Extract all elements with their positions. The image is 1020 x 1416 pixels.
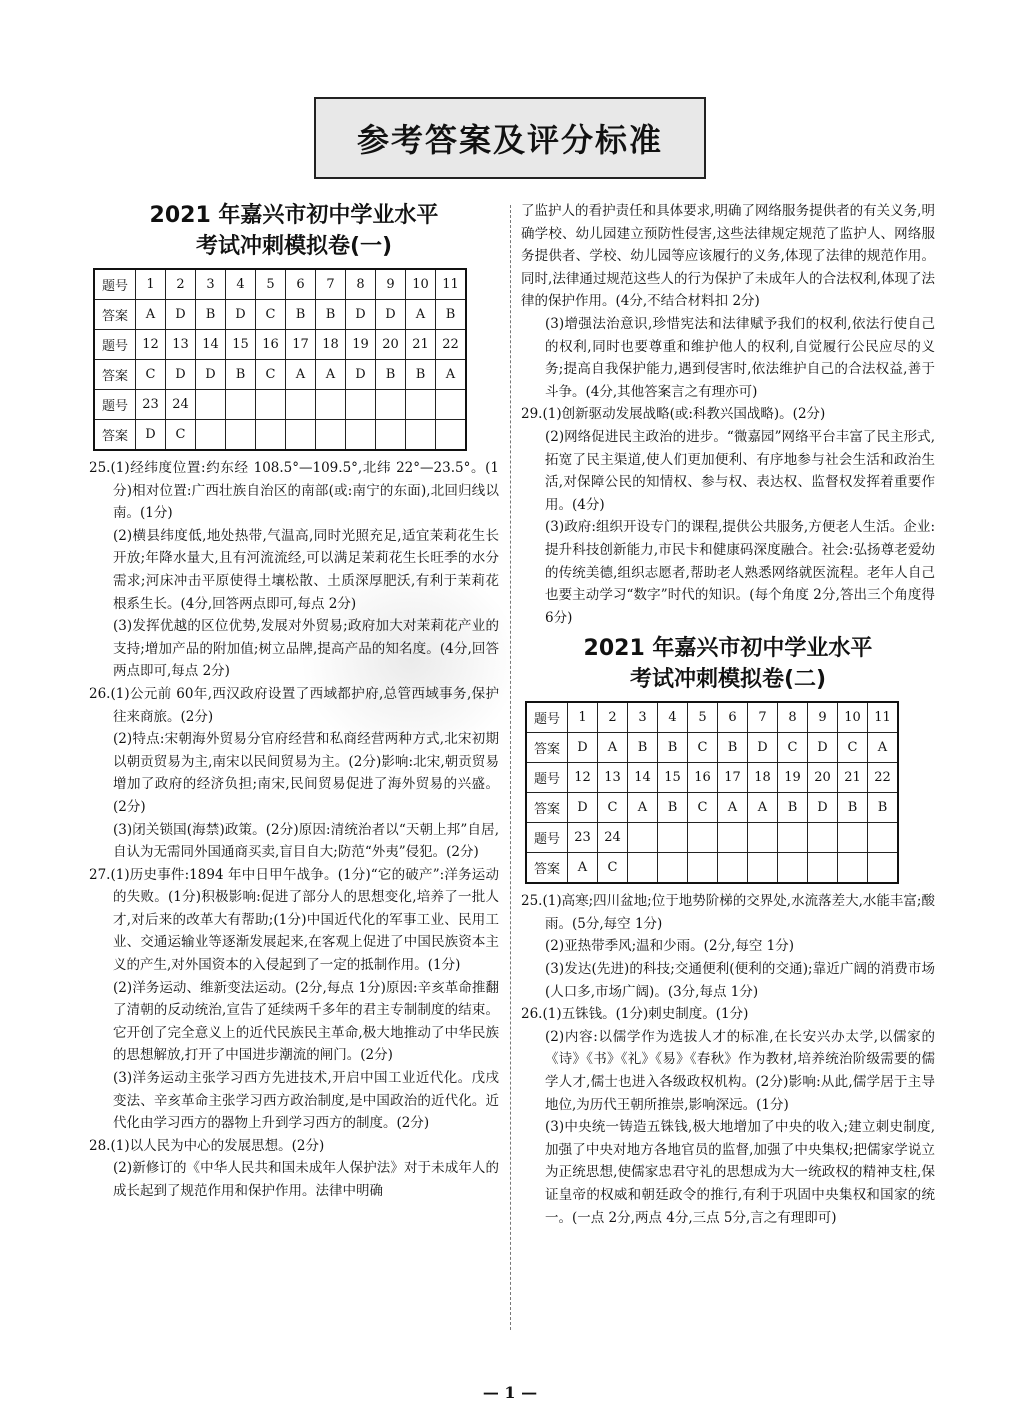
exam2-table-cell: A (568, 853, 598, 884)
exam2-table-cell (778, 853, 808, 884)
exam2-table-cell (718, 853, 748, 884)
exam2-table-cell: 9 (808, 702, 838, 733)
exam1-table-cell: 12 (136, 330, 166, 360)
exam1-table-cell (436, 390, 467, 420)
exam2-table-cell: 24 (598, 823, 628, 853)
exam2-table-cell: B (658, 793, 688, 823)
exam2-table-cell: 23 (568, 823, 598, 853)
exam2-table-row-label: 答案 (526, 733, 568, 763)
exam2-table-cell: C (688, 733, 718, 763)
exam2-table-cell: A (748, 793, 778, 823)
exam2-table-row (526, 793, 898, 823)
exam2-table-cell (838, 823, 868, 853)
exam1-answer-paragraph: 28.(1)以人民为中心的发展思想。(2分) (89, 1137, 325, 1154)
exam1-table-cell: 15 (226, 330, 256, 360)
exam1-table-row (94, 360, 466, 390)
exam2-table-row (526, 702, 898, 733)
exam2-answer-paragraph: 26.(1)五铢钱。(1分)刺史制度。(1分) (521, 1006, 749, 1023)
exam1-table-cell (196, 390, 226, 420)
exam1-table-cell: 8 (346, 269, 376, 300)
exam1-table-cell: 23 (136, 390, 166, 420)
exam1-table-cell: 21 (406, 330, 436, 360)
exam2-table-cell: C (598, 853, 628, 884)
exam2-table-cell: B (718, 733, 748, 763)
exam1-table-cell (436, 420, 467, 451)
exam2-table-row-label: 题号 (526, 823, 568, 853)
exam1-table-cell: D (346, 300, 376, 330)
exam2-table-cell: D (568, 793, 598, 823)
exam2-table-row-label: 答案 (526, 853, 568, 884)
exam2-table-cell: B (658, 733, 688, 763)
exam1-table-cell: 13 (166, 330, 196, 360)
exam2-table-cell: B (778, 793, 808, 823)
exam1-answer-paragraph: (3)闭关锁国(海禁)政策。(2分)原因:清统治者以“天朝上邦”自居,自认为无需同外国通商买卖,盲目自大;防范“外夷”侵犯。(2分) (113, 821, 499, 861)
exam1-title-line2: 考试冲刺模拟卷(一) (195, 234, 393, 259)
exam2-table-cell: D (808, 793, 838, 823)
exam1-answer-paragraph: (2)新修订的《中华人民共和国未成年人保护法》对于未成年人的成长起到了规范作用和保护作用。法律中明确 (113, 1160, 499, 1199)
exam1-table-cell: 14 (196, 330, 226, 360)
exam1-table-cell: 1 (136, 269, 166, 300)
page-title-box (314, 97, 706, 179)
exam1-table-cell: 19 (346, 330, 376, 360)
exam2-table-cell (748, 823, 778, 853)
exam1-answer-paragraph: (3)政府:组织开设专门的课程,提供公共服务,方便老人生活。企业:提升科技创新能力,市民卡和健康码深度融合。社会:弘扬尊老爱幼的传统美德,组织志愿者,帮助老人熟悉网络就医流程。老年人自己也要主动学习“数字”时代的知识。(每个角度 2分,答出三个角度得 6分) (545, 519, 935, 626)
exam1-title-line1: 2021 年嘉兴市初中学业水平 (149, 203, 439, 228)
page-number: — 1 — (482, 1383, 538, 1402)
exam2-answer-paragraph: (3)中央统一铸造五铢钱,极大地增加了中央的收入;建立刺史制度,加强了中央对地方各地官员的监督,加强了中央集权;把儒家学说立为正统思想,使儒家忠君守礼的思想成为大一统政权的精神支柱,保证皇帝的权威和朝廷政令的推行,有利于巩固中央集权和国家的统一。(一点 2分,两点 4分,三点 5分,言之有理即可) (545, 1119, 935, 1226)
exam1-table-cell: D (226, 300, 256, 330)
exam1-table-cell: C (256, 300, 286, 330)
exam2-table-cell: 13 (598, 763, 628, 793)
exam2-table-cell (718, 823, 748, 853)
exam2-table-cell: 5 (688, 702, 718, 733)
exam1-table-row (94, 330, 466, 360)
exam2-title-line1: 2021 年嘉兴市初中学业水平 (583, 636, 873, 662)
exam1-table-cell (376, 390, 406, 420)
column-divider (510, 205, 511, 1330)
exam2-table-cell: C (598, 793, 628, 823)
exam1-table-cell: B (316, 300, 346, 330)
exam1-table-cell (316, 420, 346, 451)
exam1-table-cell: 17 (286, 330, 316, 360)
exam1-table-cell (376, 420, 406, 451)
exam2-table-cell (658, 823, 688, 853)
exam1-answer-paragraph: (3)洋务运动主张学习西方先进技术,开启中国工业近代化。戊戌变法、辛亥革命主张学习西方政治制度,是中国政治的近代化。近代化由学习西方的器物上升到学习西方的制度。(2分) (113, 1070, 499, 1132)
exam1-answer-paragraph: 25.(1)经纬度位置:约东经 108.5°—109.5°,北纬 22°—23.5°。(1分)相对位置:广西壮族自治区的南部(或:南宁的东面),北回归线以南。(1分) (89, 460, 499, 522)
exam1-table-row-label: 题号 (94, 330, 136, 360)
exam1-answer-paragraph: 26.(1)公元前 60年,西汉政府设置了西域都护府,总管西域事务,保护往来商旅。(2分) (89, 685, 499, 725)
exam2-table-cell: 14 (628, 763, 658, 793)
exam2-table-cell: 1 (568, 702, 598, 733)
exam1-answer-paragraph: 27.(1)历史事件:1894 年中日甲午战争。(1分)“它的破产”:洋务运动的失败。(1分)积极影响:促进了部分人的思想变化,培养了一批人才,对后来的改革大有帮助;(1分)中国近代化的军事工业、民用工业、交通运输业等逐渐发展起来,在客观上促进了中国民族资本主义的产生,对外国资本的入侵起到了一定的抵制作用。(1分) (89, 866, 499, 974)
exam2-answer-paragraph: 25.(1)高寒;四川盆地;位于地势阶梯的交界处,水流落差大,水能丰富;酸雨。(5分,每空 1分) (521, 893, 935, 932)
exam2-table-cell: B (838, 793, 868, 823)
exam1-table-row (94, 390, 466, 420)
exam1-table-row-label: 答案 (94, 300, 136, 330)
exam2-table-cell (628, 853, 658, 884)
exam1-table-cell: D (166, 300, 196, 330)
exam1-table-row-label: 答案 (94, 420, 136, 451)
exam2-table-cell: C (688, 793, 718, 823)
exam2-table-cell: B (868, 793, 899, 823)
exam2-table-cell: 11 (868, 702, 899, 733)
exam2-table-cell: 8 (778, 702, 808, 733)
exam2-table-cell (748, 853, 778, 884)
exam2-table-row (526, 763, 898, 793)
exam2-table-row (526, 823, 898, 853)
exam2-table-cell (868, 853, 899, 884)
exam1-table-cell: 5 (256, 269, 286, 300)
exam1-table-cell: B (226, 360, 256, 390)
exam2-table-cell: 18 (748, 763, 778, 793)
exam2-table-cell: A (868, 733, 899, 763)
exam2-table-cell: 17 (718, 763, 748, 793)
exam1-answers-continued (521, 200, 935, 629)
exam2-table-cell (628, 823, 658, 853)
right-column (521, 200, 935, 1229)
exam1-answer-table (93, 268, 467, 451)
exam2-table-row-label: 题号 (526, 763, 568, 793)
exam2-title-line2: 考试冲刺模拟卷(二) (629, 667, 827, 693)
exam2-table-cell: 7 (748, 702, 778, 733)
exam2-table-cell: 3 (628, 702, 658, 733)
exam2-table-cell: 20 (808, 763, 838, 793)
exam1-table-row (94, 269, 466, 300)
exam1-table-cell (256, 390, 286, 420)
exam1-table-cell: A (436, 360, 467, 390)
exam1-table-cell: C (166, 420, 196, 451)
exam2-table-cell: B (628, 733, 658, 763)
exam2-table-cell: 2 (598, 702, 628, 733)
exam1-answer-paragraph: (2)横县纬度低,地处热带,气温高,同时光照充足,适宜茉莉花生长开放;年降水量大,且有河流流经,可以满足茉莉花生长旺季的水分需求;河床冲击平原使得土壤松散、土质深厚肥沃,有利于茉莉花根系生长。(4分,回答两点即可,每点 2分) (113, 527, 499, 612)
exam2-answer-paragraph: (2)内容:以儒学作为选拔人才的标准,在长安兴办太学,以儒家的《诗》《书》《礼》《易》《春秋》作为教材,培养统治阶级需要的儒学人才,儒士也进入各级政权机构。(2分)影响:从此,儒学居于主导地位,为历代王朝所推崇,影响深远。(1分) (545, 1028, 935, 1113)
exam2-table-cell: D (568, 733, 598, 763)
exam1-table-cell: 16 (256, 330, 286, 360)
exam1-answer-paragraph: 了监护人的看护责任和具体要求,明确了网络服务提供者的有关义务,明确学校、幼儿园建立预防性侵害,这些法律规定规范了监护人、网络服务提供者、学校、幼儿园等应该履行的义务,体现了法律的规范作用。同时,法律通过规范这些人的行为保护了未成年人的合法权利,体现了法律的保护作用。(4分,不结合材料扣 2分) (521, 203, 935, 310)
exam2-answer-table (525, 701, 899, 884)
exam1-table-cell (346, 420, 376, 451)
exam2-table-cell: C (838, 733, 868, 763)
exam1-table-cell: 22 (436, 330, 467, 360)
exam1-answer-paragraph: (2)洋务运动、维新变法运动。(2分,每点 1分)原因:辛亥革命推翻了清朝的反动统治,宣告了延续两千多年的君主专制制度的结束。它开创了完全意义上的近代民族民主革命,极大地推动了中华民族的思想解放,打开了中国进步潮流的闸门。(2分) (113, 979, 499, 1064)
exam2-table-row (526, 853, 898, 884)
exam1-table-cell: B (406, 360, 436, 390)
exam2-table-cell: 19 (778, 763, 808, 793)
exam2-answer-paragraph: (2)亚热带季风;温和少雨。(2分,每空 1分) (545, 938, 794, 955)
exam1-table-cell: 18 (316, 330, 346, 360)
exam2-table-cell (808, 853, 838, 884)
exam1-table-cell: 7 (316, 269, 346, 300)
exam1-table-cell: D (346, 360, 376, 390)
exam1-table-cell: B (436, 300, 467, 330)
exam1-table-cell (256, 420, 286, 451)
exam1-table-cell (226, 390, 256, 420)
exam1-table-row-label: 题号 (94, 269, 136, 300)
exam1-table-row (94, 300, 466, 330)
exam2-table-cell: 22 (868, 763, 899, 793)
exam1-table-cell: C (136, 360, 166, 390)
exam2-table-cell: 21 (838, 763, 868, 793)
exam1-table-cell: A (286, 360, 316, 390)
exam1-table-cell: B (196, 300, 226, 330)
exam2-table-row-label: 答案 (526, 793, 568, 823)
exam1-table-cell: A (136, 300, 166, 330)
exam1-table-cell: D (166, 360, 196, 390)
exam1-table-cell: A (406, 300, 436, 330)
exam1-table-cell (346, 390, 376, 420)
exam1-answer-paragraph: (2)特点:宋朝海外贸易分官府经营和私商经营两种方式,北宋初期以朝贡贸易为主,南宋以民间贸易为主。(2分)影响:北宋,朝贡贸易增加了政府的经济负担;南宋,民间贸易促进了海外贸易的兴盛。(2分) (113, 731, 499, 815)
exam2-table-cell: D (748, 733, 778, 763)
exam2-answers (521, 890, 935, 1229)
exam2-table-cell (778, 823, 808, 853)
exam2-table-row (526, 733, 898, 763)
exam1-table-cell: D (196, 360, 226, 390)
exam1-table-cell (286, 420, 316, 451)
exam2-table-cell: A (718, 793, 748, 823)
exam2-table-cell: 16 (688, 763, 718, 793)
exam2-answer-paragraph: (3)发达(先进)的科技;交通便利(便利的交通);靠近广阔的消费市场(人口多,市场广阔)。(3分,每点 1分) (545, 961, 935, 1000)
exam1-table-cell: C (256, 360, 286, 390)
page-title: 参考答案及评分标准 (356, 121, 663, 159)
exam2-table-cell: C (778, 733, 808, 763)
exam2-table-cell: 4 (658, 702, 688, 733)
exam1-title (89, 200, 499, 262)
exam1-table-cell: B (286, 300, 316, 330)
exam2-table-cell: A (598, 733, 628, 763)
exam1-answer-paragraph: 29.(1)创新驱动发展战略(或:科教兴国战略)。(2分) (521, 406, 826, 423)
exam2-table-cell (838, 853, 868, 884)
exam2-table-row-label: 题号 (526, 702, 568, 733)
left-column (89, 200, 499, 1203)
exam1-table-cell (226, 420, 256, 451)
exam2-table-cell (688, 853, 718, 884)
exam2-table-cell (658, 853, 688, 884)
exam1-table-cell (286, 390, 316, 420)
exam1-answer-paragraph: (3)增强法治意识,珍惜宪法和法律赋予我们的权利,依法行使自己的权利,同时也要尊重和维护他人的权利,自觉履行公民应尽的义务;提高自我保护能力,遇到侵害时,依法维护自己的合法权益,善于斗争。(4分,其他答案言之有理亦可) (545, 315, 935, 400)
exam1-answer-paragraph: (3)发挥优越的区位优势,发展对外贸易;政府加大对茉莉花产业的支持;增加产品的附加值;树立品牌,提高产品的知名度。(4分,回答两点即可,每点 2分) (113, 618, 499, 680)
exam1-table-cell (406, 390, 436, 420)
exam2-title (521, 633, 935, 695)
exam1-table-cell: 10 (406, 269, 436, 300)
exam1-table-cell: D (376, 300, 406, 330)
exam1-answer-paragraph: (2)网络促进民主政治的进步。“微嘉园”网络平台丰富了民主形式,拓宽了民主渠道,使人们更加便利、有序地参与社会生活和政治生活,对保障公民的知情权、参与权、表达权、监督权发挥着重要作用。(4分) (545, 428, 935, 513)
exam2-table-cell (688, 823, 718, 853)
exam1-table-cell: 6 (286, 269, 316, 300)
exam1-table-cell: 24 (166, 390, 196, 420)
exam1-table-cell (196, 420, 226, 451)
exam1-table-row (94, 420, 466, 451)
exam2-table-cell: D (808, 733, 838, 763)
exam1-table-cell: 4 (226, 269, 256, 300)
exam1-table-cell: D (136, 420, 166, 451)
exam2-table-cell: 12 (568, 763, 598, 793)
exam2-table-cell: 10 (838, 702, 868, 733)
exam1-table-cell: 11 (436, 269, 467, 300)
exam1-table-row-label: 题号 (94, 390, 136, 420)
exam1-table-cell: 3 (196, 269, 226, 300)
exam1-answers (89, 457, 499, 1203)
exam1-table-cell: 9 (376, 269, 406, 300)
exam1-table-cell: 2 (166, 269, 196, 300)
exam1-table-row-label: 答案 (94, 360, 136, 390)
exam1-table-cell (406, 420, 436, 451)
exam2-table-cell: 15 (658, 763, 688, 793)
exam1-table-cell: 20 (376, 330, 406, 360)
exam2-table-cell (808, 823, 838, 853)
exam1-table-cell: A (316, 360, 346, 390)
exam1-table-cell: B (376, 360, 406, 390)
exam1-table-cell (316, 390, 346, 420)
exam2-table-cell (868, 823, 899, 853)
exam2-table-cell: A (628, 793, 658, 823)
exam2-table-cell: 6 (718, 702, 748, 733)
